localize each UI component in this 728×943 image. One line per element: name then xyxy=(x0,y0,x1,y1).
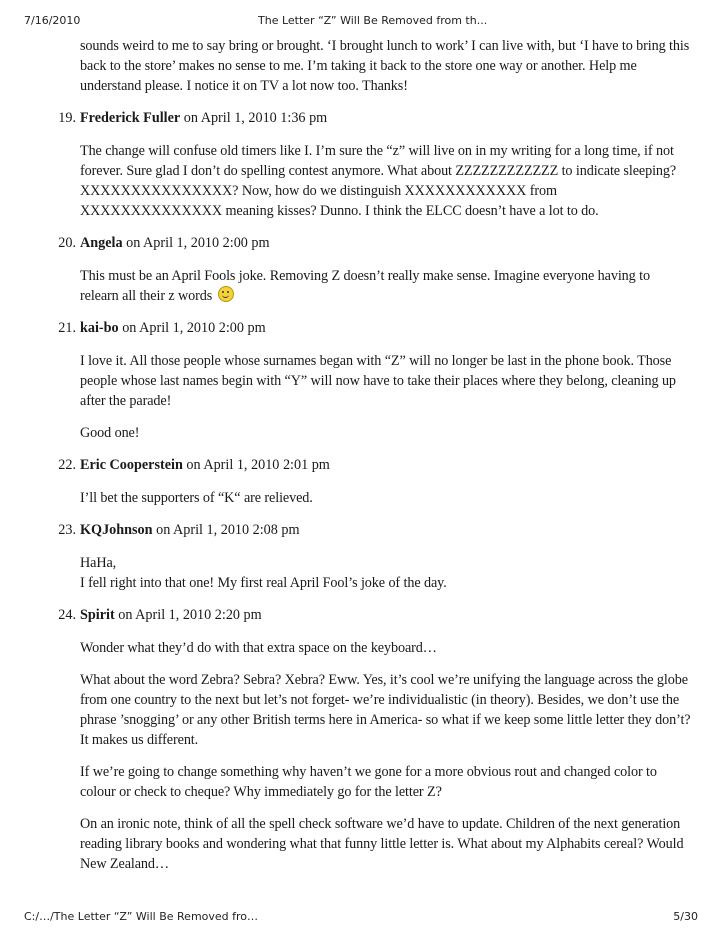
comment-author-link[interactable]: kai-bo xyxy=(80,320,119,336)
intro-paragraph-wrap xyxy=(80,36,692,96)
comment-author-link[interactable]: KQJohnson xyxy=(80,522,153,538)
comment-date: on April 1, 2010 2:00 pm xyxy=(118,320,266,336)
comment-item xyxy=(0,605,728,874)
comment-paragraph xyxy=(80,266,692,306)
comment-paragraph xyxy=(80,553,692,593)
comment-date: on April 1, 2010 2:20 pm xyxy=(114,607,262,623)
comment-item xyxy=(0,520,728,593)
comment-text: I love it. All those people whose surnames began with “Z” will no longer be last in the phone book. Those people whose last names begin with “Y” will now have to take their places where they belong, cleaning up after the parade! xyxy=(80,353,676,409)
comment-date: on April 1, 2010 2:08 pm xyxy=(152,522,300,538)
smiley-icon xyxy=(218,286,234,302)
comment-paragraph xyxy=(80,351,692,411)
intro-paragraph: sounds weird to me to say bring or brought. ‘I brought lunch to work’ I can live with, but ‘I have to bring this back to the store’ makes no sense to me. I’m taking it back to the store one way or another. Help me understand please. I notice it on TV a lot now too. Thanks! xyxy=(80,38,690,94)
comment-number: 23. xyxy=(58,522,76,538)
comment-body xyxy=(80,351,692,443)
comment-body xyxy=(80,266,692,306)
comment-body xyxy=(80,553,692,593)
comment-meta xyxy=(58,108,728,128)
comment-text: The change will confuse old timers like I. I’m sure the “z” will live on in my writing for a long time, if not forever. Sure glad I don’t do spelling contest anymore. What about ZZZZZZZZZZZZ to indicate sleeping? XXXXXXXXXXXXXXX? Now, how do we distinguish XXXXXXXXXXXX from XXXXXXXXXXXXXX meaning kisses? Dunno. I think the ELCC doesn’t have a lot to do. xyxy=(80,143,677,219)
comment-body xyxy=(80,488,692,508)
comment-meta xyxy=(58,233,728,253)
comment-number: 24. xyxy=(58,607,76,623)
comment-paragraph xyxy=(80,488,692,508)
comment-paragraph xyxy=(80,762,692,802)
page-number: 5/30 xyxy=(673,910,698,923)
comment-meta xyxy=(58,520,728,540)
comment-author-link[interactable]: Angela xyxy=(80,235,123,251)
comment-text: Good one! xyxy=(80,425,140,441)
comment-paragraph xyxy=(80,423,692,443)
comment-paragraph xyxy=(80,814,692,874)
comment-item xyxy=(0,233,728,306)
comment-meta xyxy=(58,318,728,338)
comment-list xyxy=(0,108,728,874)
comment-paragraph xyxy=(80,638,692,658)
comment-number: 20. xyxy=(58,235,76,251)
comment-item xyxy=(0,455,728,508)
comment-text: What about the word Zebra? Sebra? Xebra? Eww. Yes, it’s cool we’re unifying the language across the globe from one country to the next but let’s not forget- we’re individualistic (in theory). Besides, we don’t use the phrase ’snogging’ or any other British terms here in America- so what if we keep some little letter they don’t? It makes us different. xyxy=(80,672,691,748)
comment-number: 21. xyxy=(58,320,76,336)
comment-item xyxy=(0,108,728,221)
comment-meta xyxy=(58,455,728,475)
comment-date: on April 1, 2010 2:01 pm xyxy=(182,457,330,473)
comment-text: On an ironic note, think of all the spell check software we’d have to update. Children of the next generation reading library books and wondering what that funny little letter is. What about my Alphabits cereal? Would New Zealand… xyxy=(80,816,684,872)
comment-number: 22. xyxy=(58,457,76,473)
comment-text: Wonder what they’d do with that extra space on the keyboard… xyxy=(80,640,437,656)
page-title: The Letter “Z” Will Be Removed from th... xyxy=(258,14,488,27)
comment-author-link[interactable]: Eric Cooperstein xyxy=(80,457,183,473)
comment-number: 19. xyxy=(58,110,76,126)
comment-body xyxy=(80,638,692,874)
print-date: 7/16/2010 xyxy=(24,14,81,27)
comment-paragraph xyxy=(80,670,692,750)
comment-body xyxy=(80,141,692,221)
comment-date: on April 1, 2010 2:00 pm xyxy=(122,235,270,251)
file-path: C:/…/The Letter “Z” Will Be Removed fro… xyxy=(24,910,259,923)
page-header xyxy=(0,14,728,30)
comment-text: I’ll bet the supporters of “K“ are relieved. xyxy=(80,490,313,506)
comment-text: HaHa, I fell right into that one! My first real April Fool’s joke of the day. xyxy=(80,555,447,591)
comment-paragraph xyxy=(80,141,692,221)
comment-text: This must be an April Fools joke. Removing Z doesn’t really make sense. Imagine everyone having to relearn all their z words xyxy=(80,268,650,304)
comment-author-link[interactable]: Spirit xyxy=(80,607,115,623)
page-footer xyxy=(0,910,728,926)
comment-date: on April 1, 2010 1:36 pm xyxy=(180,110,328,126)
comment-author-link[interactable]: Frederick Fuller xyxy=(80,110,181,126)
comment-meta xyxy=(58,605,728,625)
comment-item xyxy=(0,318,728,443)
comment-text: If we’re going to change something why haven’t we gone for a more obvious rout and changed color to colour or check to cheque? Why immediately go for the letter Z? xyxy=(80,764,657,800)
document-body xyxy=(0,36,728,886)
